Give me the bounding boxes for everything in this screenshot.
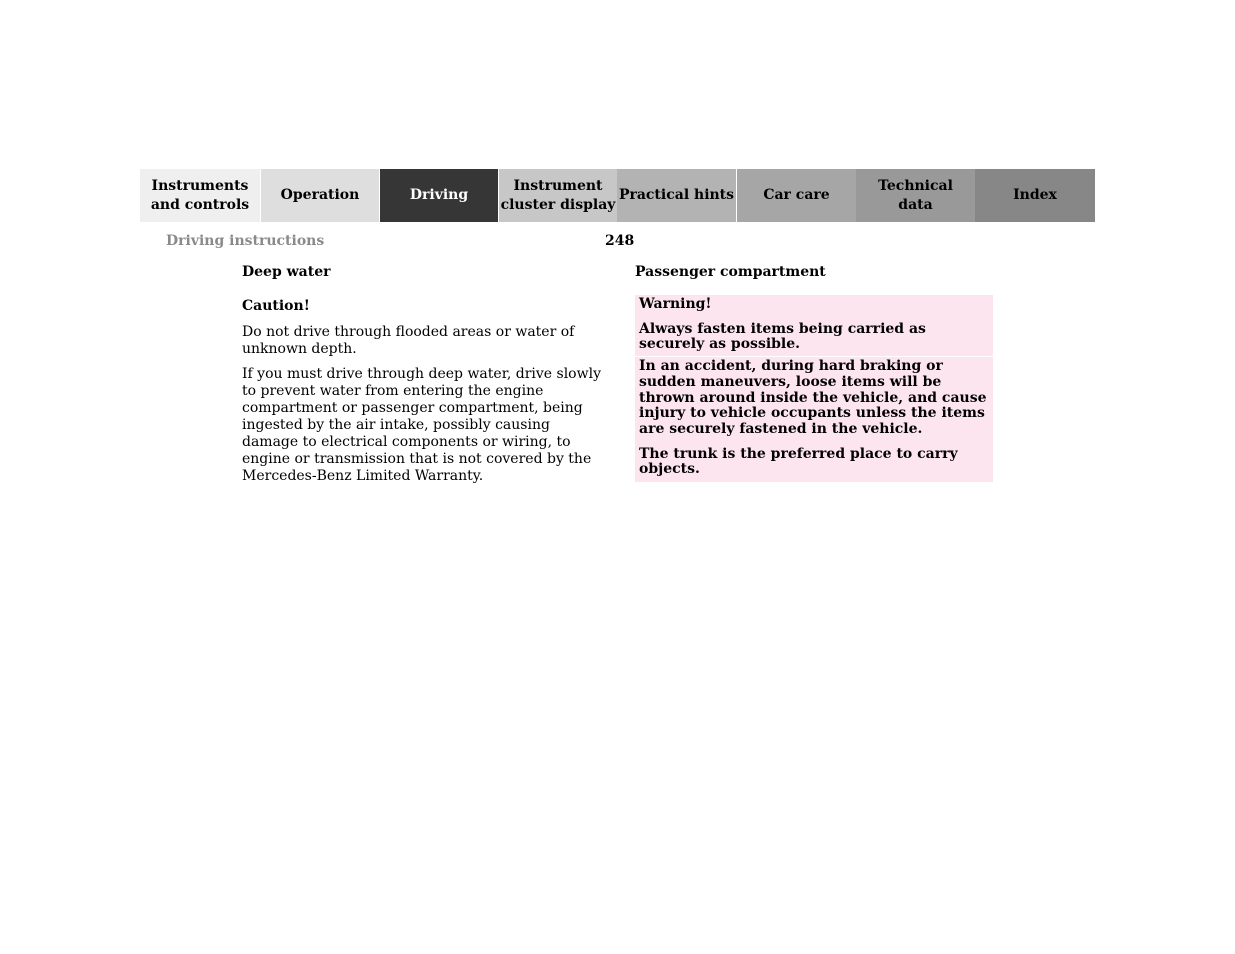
tab-label: Operation: [280, 187, 360, 203]
caution-paragraph: Do not drive through flooded areas or water of unknown depth.: [242, 324, 575, 357]
tab-instrument-cluster-display[interactable]: [498, 169, 617, 222]
tab-label: Technical data: [878, 177, 953, 213]
warning-paragraph: In an accident, during hard braking or sudden maneuvers, loose items will be thrown around inside the vehicle, and cause injury to vehicle occupants unless the items are securely fastened in the vehicle.: [639, 358, 987, 437]
chapter-tab-bar: [140, 169, 1095, 222]
tab-label: Practical hints: [618, 187, 735, 203]
section-title: Driving instructions: [166, 233, 325, 249]
deep-water-heading: Deep water: [242, 264, 331, 280]
caution-paragraph: If you must drive through deep water, drive slowly to prevent water from entering the engine compartment or passenger compartment, being ingested by the air intake, possibly causing damage to electrical components or wiring, to engine or transmission that is not covered by the Mercedes-Benz Limited Warranty.: [242, 366, 601, 484]
tab-label: Car care: [763, 187, 830, 203]
warning-title: Warning!: [639, 296, 712, 312]
tab-instruments-and-controls[interactable]: [140, 169, 260, 222]
tab-label: Driving: [409, 187, 469, 203]
tab-label: Instrument cluster display: [500, 177, 616, 213]
deep-water-section: [242, 264, 604, 493]
warning-paragraph: Always fasten items being carried as securely as possible.: [639, 320, 926, 353]
page-number: 248: [605, 233, 635, 249]
warning-paragraph: The trunk is the preferred place to carry objects.: [639, 445, 958, 478]
tab-technical-data[interactable]: [856, 169, 975, 222]
tab-label: Index: [1013, 187, 1057, 203]
passenger-compartment-heading: Passenger compartment: [635, 264, 826, 280]
passenger-compartment-section: [635, 264, 993, 482]
warning-box-top: [635, 295, 993, 357]
tab-index[interactable]: [975, 169, 1095, 222]
tab-car-care[interactable]: [736, 169, 856, 222]
warning-box-bottom: [635, 357, 993, 482]
tab-operation[interactable]: [260, 169, 379, 222]
tab-label: Instruments and controls: [150, 177, 250, 213]
warning-box: [635, 295, 993, 482]
caution-label: Caution!: [242, 298, 310, 314]
tab-practical-hints[interactable]: [617, 169, 736, 222]
tab-driving[interactable]: [379, 169, 498, 222]
